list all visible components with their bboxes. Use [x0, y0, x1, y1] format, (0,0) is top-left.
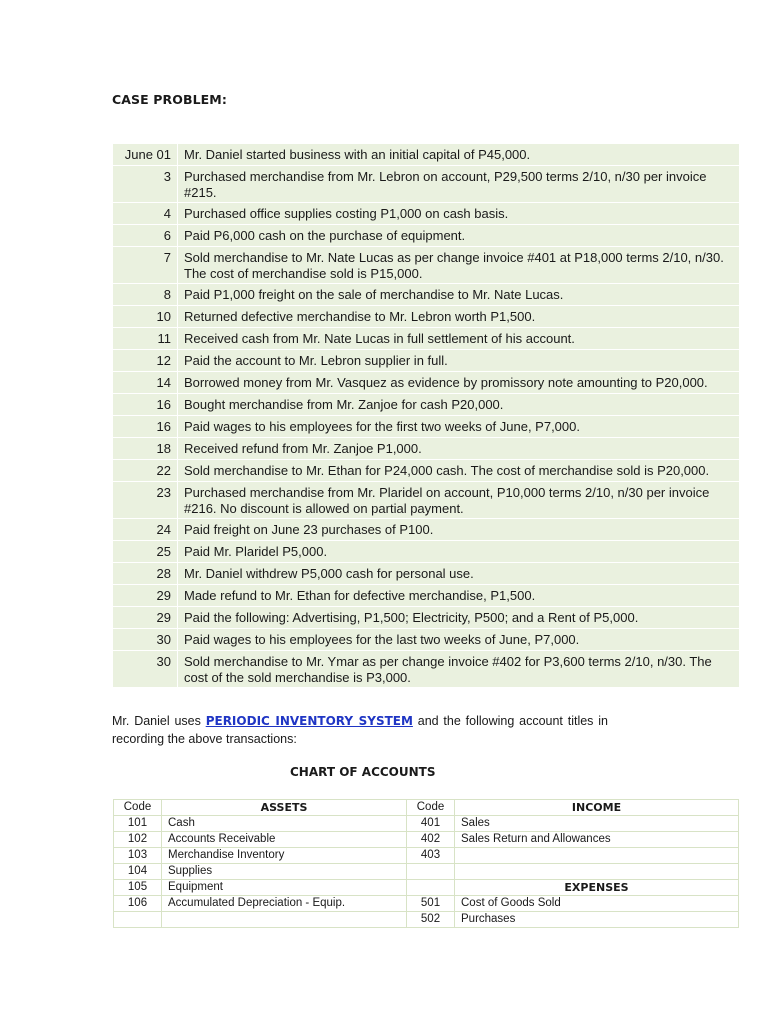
- transaction-date: 18: [113, 438, 178, 460]
- transaction-date: 3: [113, 166, 178, 203]
- transaction-row: [113, 350, 739, 372]
- coa-row: [114, 832, 739, 848]
- transaction-description: Bought merchandise from Mr. Zanjoe for cash P20,000.: [178, 394, 739, 416]
- account-name: Cost of Goods Sold: [455, 896, 739, 912]
- account-code: 102: [114, 832, 162, 848]
- transaction-row: [113, 519, 739, 541]
- transaction-description: Sold merchandise to Mr. Ethan for P24,000 cash. The cost of merchandise sold is P20,000.: [178, 460, 739, 482]
- transaction-date: 6: [113, 225, 178, 247]
- transaction-description: Purchased merchandise from Mr. Lebron on account, P29,500 terms 2/10, n/30 per invoice #215.: [178, 166, 739, 203]
- account-code: 501: [407, 896, 455, 912]
- account-name: Merchandise Inventory: [162, 848, 407, 864]
- account-name: Cash: [162, 816, 407, 832]
- transaction-row: [113, 438, 739, 460]
- transaction-row: [113, 416, 739, 438]
- coa-row: [114, 880, 739, 896]
- account-name: Supplies: [162, 864, 407, 880]
- transaction-date: 29: [113, 607, 178, 629]
- account-name: Accounts Receivable: [162, 832, 407, 848]
- intro-text-before: Mr. Daniel uses: [112, 714, 206, 728]
- account-code: 105: [114, 880, 162, 896]
- transaction-description: Paid P1,000 freight on the sale of merchandise to Mr. Nate Lucas.: [178, 284, 739, 306]
- transaction-description: Paid Mr. Plaridel P5,000.: [178, 541, 739, 563]
- transaction-description: Paid P6,000 cash on the purchase of equipment.: [178, 225, 739, 247]
- transaction-description: Mr. Daniel started business with an initial capital of P45,000.: [178, 144, 739, 166]
- transaction-date: 25: [113, 541, 178, 563]
- transaction-row: [113, 607, 739, 629]
- transaction-date: 24: [113, 519, 178, 541]
- transaction-date: 8: [113, 284, 178, 306]
- transaction-row: [113, 394, 739, 416]
- account-code: 403: [407, 848, 455, 864]
- transaction-description: Purchased office supplies costing P1,000 on cash basis.: [178, 203, 739, 225]
- assets-header: ASSETS: [162, 800, 407, 816]
- transaction-row: [113, 306, 739, 328]
- transaction-date: 16: [113, 416, 178, 438]
- transaction-row: [113, 144, 739, 166]
- transaction-row: [113, 203, 739, 225]
- account-code: 101: [114, 816, 162, 832]
- transaction-row: [113, 166, 739, 203]
- transaction-date: 10: [113, 306, 178, 328]
- transaction-row: [113, 372, 739, 394]
- transaction-description: Borrowed money from Mr. Vasquez as evidence by promissory note amounting to P20,000.: [178, 372, 739, 394]
- income-header: INCOME: [455, 800, 739, 816]
- coa-row: [114, 816, 739, 832]
- transaction-description: Received refund from Mr. Zanjoe P1,000.: [178, 438, 739, 460]
- transaction-row: [113, 585, 739, 607]
- transaction-row: [113, 225, 739, 247]
- transaction-description: Paid the following: Advertising, P1,500; Electricity, P500; and a Rent of P5,000.: [178, 607, 739, 629]
- coa-row: [114, 864, 739, 880]
- coa-header-row: [114, 800, 739, 816]
- transaction-date: 30: [113, 651, 178, 688]
- intro-paragraph: [112, 712, 608, 748]
- transaction-description: Paid wages to his employees for the last two weeks of June, P7,000.: [178, 629, 739, 651]
- transactions-table: [113, 144, 739, 688]
- transaction-row: [113, 563, 739, 585]
- account-code: 103: [114, 848, 162, 864]
- chart-of-accounts-title: CHART OF ACCOUNTS: [290, 765, 436, 779]
- account-name: Sales: [455, 816, 739, 832]
- transaction-date: 14: [113, 372, 178, 394]
- transaction-description: Purchased merchandise from Mr. Plaridel on account, P10,000 terms 2/10, n/30 per invoice #216. No discount is allowed on partial payment.: [178, 482, 739, 519]
- account-code: [407, 864, 455, 880]
- transaction-date: 16: [113, 394, 178, 416]
- transaction-row: [113, 482, 739, 519]
- transaction-date: 4: [113, 203, 178, 225]
- account-name: Sales Return and Allowances: [455, 832, 739, 848]
- transaction-row: [113, 541, 739, 563]
- transaction-description: Paid the account to Mr. Lebron supplier in full.: [178, 350, 739, 372]
- transaction-row: [113, 651, 739, 688]
- expenses-header: EXPENSES: [455, 880, 739, 896]
- account-code: [114, 912, 162, 928]
- transaction-date: 23: [113, 482, 178, 519]
- transaction-description: Received cash from Mr. Nate Lucas in full settlement of his account.: [178, 328, 739, 350]
- account-name: Accumulated Depreciation - Equip.: [162, 896, 407, 912]
- account-name: [455, 848, 739, 864]
- intro-text-after: and the following account titles in recording the above transactions:: [112, 714, 608, 746]
- transaction-date: June 01: [113, 144, 178, 166]
- transaction-description: Paid freight on June 23 purchases of P100.: [178, 519, 739, 541]
- transaction-date: 11: [113, 328, 178, 350]
- transaction-row: [113, 328, 739, 350]
- transaction-date: 30: [113, 629, 178, 651]
- transaction-date: 12: [113, 350, 178, 372]
- account-name: [455, 864, 739, 880]
- account-name: [162, 912, 407, 928]
- transaction-row: [113, 284, 739, 306]
- transaction-date: 29: [113, 585, 178, 607]
- transaction-row: [113, 460, 739, 482]
- transaction-row: [113, 247, 739, 284]
- case-problem-heading: CASE PROBLEM:: [112, 92, 227, 107]
- account-code: 104: [114, 864, 162, 880]
- transaction-description: Sold merchandise to Mr. Nate Lucas as per change invoice #401 at P18,000 terms 2/10, n/30. The cost of merchandise sold is P15,000.: [178, 247, 739, 284]
- coa-row: [114, 848, 739, 864]
- transaction-row: [113, 629, 739, 651]
- account-name: Purchases: [455, 912, 739, 928]
- chart-of-accounts-table: [113, 799, 739, 928]
- transaction-description: Returned defective merchandise to Mr. Lebron worth P1,500.: [178, 306, 739, 328]
- transaction-description: Paid wages to his employees for the first two weeks of June, P7,000.: [178, 416, 739, 438]
- transaction-description: Mr. Daniel withdrew P5,000 cash for personal use.: [178, 563, 739, 585]
- account-name: Equipment: [162, 880, 407, 896]
- account-code: [407, 880, 455, 896]
- account-code: 401: [407, 816, 455, 832]
- account-code: 502: [407, 912, 455, 928]
- coa-code-header: Code: [114, 800, 162, 816]
- coa-row: [114, 912, 739, 928]
- account-code: 106: [114, 896, 162, 912]
- account-code: 402: [407, 832, 455, 848]
- transaction-date: 22: [113, 460, 178, 482]
- transaction-date: 7: [113, 247, 178, 284]
- transaction-description: Made refund to Mr. Ethan for defective merchandise, P1,500.: [178, 585, 739, 607]
- periodic-inventory-link[interactable]: PERIODIC INVENTORY SYSTEM: [205, 714, 413, 728]
- coa-row: [114, 896, 739, 912]
- transaction-description: Sold merchandise to Mr. Ymar as per change invoice #402 for P3,600 terms 2/10, n/30. The cost of the sold merchandise is P3,000.: [178, 651, 739, 688]
- transaction-date: 28: [113, 563, 178, 585]
- coa-code-header: Code: [407, 800, 455, 816]
